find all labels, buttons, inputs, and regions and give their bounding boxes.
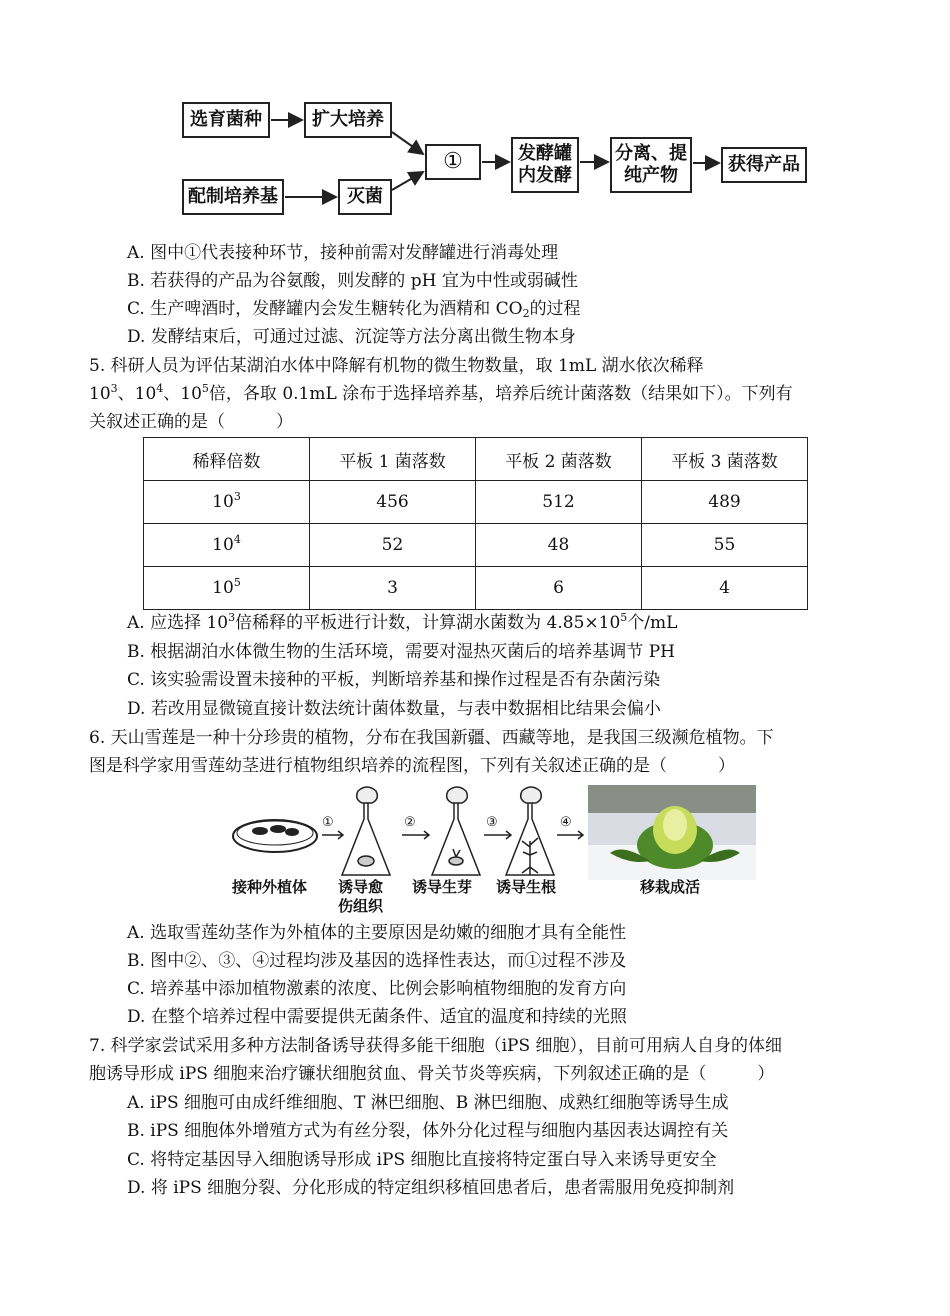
- flow-box-prepare-medium: 配制培养基: [182, 179, 284, 215]
- q5-stem-line1: 5. 科研人员为评估某湖泊水体中降解有机物的微生物数量，取 1mL 湖水依次稀释: [89, 356, 704, 376]
- q7-option-d: D. 将 iPS 细胞分裂、分化形成的特定组织移植回患者后，患者需服用免疫抑制剂: [127, 1178, 735, 1198]
- step-3-label: ③: [486, 815, 498, 830]
- q5-a-part3: 个/mL: [627, 613, 678, 633]
- q5-line2-d: 倍，各取 0.1mL 涂布于选择培养基，培养后统计菌落数（结果如下）。下列有: [208, 384, 793, 404]
- table-cell-dilution: [144, 481, 310, 524]
- table-cell: 4: [642, 567, 808, 610]
- table-header-cell: 平板 3 菌落数: [642, 438, 808, 481]
- table-cell: 52: [310, 524, 476, 567]
- flow-separate-line2: 纯产物: [624, 165, 678, 186]
- caption-callus-line2: 伤组织: [338, 897, 384, 915]
- q6-stem-line2: 图是科学家用雪莲幼茎进行植物组织培养的流程图，下列有关叙述正确的是（ ）: [89, 756, 735, 776]
- table-row: [144, 524, 808, 567]
- step-4-label: ④: [560, 815, 572, 830]
- caption-callus-line1: 诱导愈: [338, 878, 384, 896]
- q5-stem-line2: [89, 383, 793, 405]
- flow-box-step-1: ①: [425, 144, 481, 180]
- flow-arrows: [0, 0, 950, 240]
- dilution-base: 10: [212, 578, 234, 598]
- petri-dish-icon: [233, 820, 317, 852]
- flow-box-product: 获得产品: [721, 147, 807, 183]
- table-cell: 489: [642, 481, 808, 524]
- q6-option-c: C. 培养基中添加植物激素的浓度、比例会影响植物细胞的发育方向: [127, 979, 627, 999]
- step-2-label: ②: [404, 815, 416, 830]
- q4-option-b: B. 若获得的产品为谷氨酸，则发酵的 pH 宜为中性或弱碱性: [127, 271, 578, 291]
- flask-shoot-icon: [432, 787, 480, 875]
- dilution-exp: 3: [233, 490, 241, 503]
- q5-line2-c-exp: 5: [201, 382, 209, 395]
- q5-option-d: D. 若改用显微镜直接计数法统计菌体数量，与表中数据相比结果会偏小: [127, 699, 661, 719]
- table-cell-dilution: [144, 524, 310, 567]
- flask-callus-icon: [342, 787, 390, 875]
- q4-option-c-tail: 的过程: [529, 299, 581, 319]
- flow-box-expand-culture: 扩大培养: [304, 102, 392, 138]
- flask-root-icon: [506, 787, 554, 875]
- q5-option-c: C. 该实验需设置未接种的平板，判断培养基和操作过程是否有杂菌污染: [127, 670, 661, 690]
- caption-callus: [338, 878, 383, 916]
- q5-option-a: [127, 612, 677, 634]
- table-row: [144, 567, 808, 610]
- q5-stem-line3: 关叙述正确的是（ ）: [89, 412, 293, 432]
- q5-line2-c: 、10: [163, 384, 202, 404]
- table-cell-dilution: [144, 567, 310, 610]
- table-cell: 48: [476, 524, 642, 567]
- q5-line2-a-exp: 3: [110, 382, 118, 395]
- tissue-culture-drawing: [230, 785, 770, 885]
- table-row: [144, 481, 808, 524]
- caption-transplant: 移栽成活: [640, 878, 701, 896]
- q4-option-c-sub: 2: [522, 307, 530, 320]
- caption-shoot: 诱导生芽: [412, 878, 473, 896]
- table-cell: 3: [310, 567, 476, 610]
- table-header-cell: 稀释倍数: [144, 438, 310, 481]
- q7-option-b: B. iPS 细胞体外增殖方式为有丝分裂，体外分化过程与细胞内基因表达调控有关: [127, 1121, 729, 1141]
- dilution-base: 10: [212, 535, 234, 555]
- flow-separate-line1: 分离、提: [615, 143, 687, 164]
- q4-option-d: D. 发酵结束后，可通过过滤、沉淀等方法分离出微生物本身: [127, 327, 576, 347]
- q5-line2-a: 10: [89, 384, 111, 404]
- q6-option-a: A. 选取雪莲幼茎作为外植体的主要原因是幼嫩的细胞才具有全能性: [127, 923, 627, 943]
- flow-box-select-strain: 选育菌种: [182, 102, 270, 138]
- table-cell: 456: [310, 481, 476, 524]
- q4-option-c-text: C. 生产啤酒时，发酵罐内会发生糖转化为酒精和 CO: [127, 299, 523, 319]
- flow-ferment-line2: 内发酵: [518, 165, 572, 186]
- caption-inoculate: 接种外植体: [232, 878, 308, 896]
- q5-a-exp2: 5: [620, 611, 628, 624]
- caption-root: 诱导生根: [496, 878, 557, 896]
- q5-a-exp1: 3: [228, 611, 236, 624]
- q4-option-c: [127, 298, 581, 320]
- q5-a-part1: A. 应选择 10: [127, 613, 229, 633]
- step-1-label: ①: [322, 815, 334, 830]
- q7-option-c: C. 将特定基因导入细胞诱导形成 iPS 细胞比直接将特定蛋白导入来诱导更安全: [127, 1150, 717, 1170]
- flow-box-sterilize: 灭菌: [338, 179, 392, 215]
- dilution-exp: 4: [233, 533, 241, 546]
- q7-stem-line1: 7. 科学家尝试采用多种方法制备诱导获得多能干细胞（iPS 细胞），目前可用病人自身的体细: [89, 1036, 783, 1056]
- dilution-base: 10: [212, 492, 234, 512]
- dilution-exp: 5: [233, 576, 241, 589]
- q7-stem-line2: 胞诱导形成 iPS 细胞来治疗镰状细胞贫血、骨关节炎等疾病，下列叙述正确的是（ ）: [89, 1064, 775, 1084]
- table-cell: 6: [476, 567, 642, 610]
- snow-lotus-photo: [588, 785, 756, 880]
- q6-stem-line1: 6. 天山雪莲是一种十分珍贵的植物，分布在我国新疆、西藏等地，是我国三级濒危植物。下: [89, 728, 774, 748]
- table-header-cell: 平板 2 菌落数: [476, 438, 642, 481]
- table-cell: 55: [642, 524, 808, 567]
- q5-option-b: B. 根据湖泊水体微生物的生活环境，需要对湿热灭菌后的培养基调节 PH: [127, 642, 675, 662]
- q5-line2-b-exp: 4: [156, 382, 164, 395]
- table-cell: 512: [476, 481, 642, 524]
- q6-option-b: B. 图中②、③、④过程均涉及基因的选择性表达，而①过程不涉及: [127, 951, 627, 971]
- table-header-row: [144, 438, 808, 481]
- q5-a-part2: 倍稀释的平板进行计数，计算湖水菌数为 4.85×10: [235, 613, 621, 633]
- q7-option-a: A. iPS 细胞可由成纤维细胞、T 淋巴细胞、B 淋巴细胞、成熟红细胞等诱导生成: [127, 1093, 729, 1113]
- table-header-cell: 平板 1 菌落数: [310, 438, 476, 481]
- q4-option-a: A. 图中①代表接种环节，接种前需对发酵罐进行消毒处理: [127, 243, 559, 263]
- q5-colony-table: [143, 437, 808, 610]
- q5-line2-b: 、10: [117, 384, 157, 404]
- q6-option-d: D. 在整个培养过程中需要提供无菌条件、适宜的温度和持续的光照: [127, 1007, 627, 1027]
- flow-ferment-line1: 发酵罐: [518, 143, 572, 164]
